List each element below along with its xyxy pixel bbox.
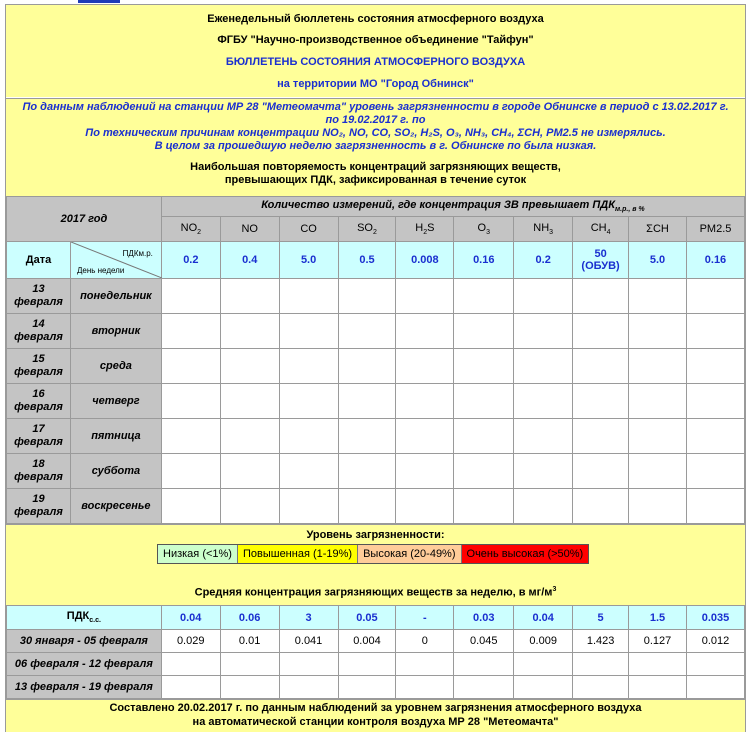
avg-value	[454, 676, 514, 699]
weekday-cell: суббота	[70, 454, 161, 489]
summary-line-6: превышающих ПДК, зафиксированная в течение суток	[224, 174, 527, 186]
pollutant-header	[514, 217, 573, 242]
weekday-cell: среда	[70, 349, 161, 384]
pollutant-header	[573, 217, 629, 242]
pdk-value	[514, 242, 573, 279]
day-row	[7, 489, 745, 524]
date-cell	[7, 489, 71, 524]
pollutant-header	[279, 217, 338, 242]
pdk-value	[629, 242, 687, 279]
pollutant-name: SO	[357, 221, 373, 234]
pdk-value	[338, 242, 396, 279]
date-month: февраля	[14, 331, 63, 343]
day-row	[7, 419, 745, 454]
pdk-value	[454, 242, 514, 279]
exceedance-cell	[279, 489, 338, 524]
exceedance-cell	[338, 454, 396, 489]
date-month: февраля	[14, 436, 63, 448]
exceedance-cell	[514, 384, 573, 419]
pollutant-header	[454, 217, 514, 242]
exceedance-cell	[454, 314, 514, 349]
day-row	[7, 314, 745, 349]
period-cell: 13 февраля - 19 февраля	[7, 676, 162, 699]
avg-value: 0.029	[161, 630, 220, 653]
pollutant-name: CH	[590, 221, 607, 234]
date-month: февраля	[14, 366, 63, 378]
exceedance-cell	[220, 384, 279, 419]
pollutant-sub: 3	[486, 229, 490, 237]
exceedance-cell	[629, 314, 687, 349]
avg-value: 0.009	[514, 630, 573, 653]
pdk-ss-value: 0.06	[220, 606, 279, 630]
exceedance-cell	[454, 384, 514, 419]
pollutant-name: ΣCH	[646, 223, 669, 235]
avg-value	[686, 676, 744, 699]
pollutant-tail: S	[427, 221, 435, 234]
exceedance-cell	[573, 454, 629, 489]
avg-value	[161, 676, 220, 699]
exceedance-cell	[629, 384, 687, 419]
exceedance-cell	[338, 384, 396, 419]
avg-value: 0.041	[279, 630, 338, 653]
exceedance-cell	[338, 279, 396, 314]
exceedance-cell	[514, 314, 573, 349]
exceedance-cell	[161, 419, 220, 454]
pdk-value-text: 0.008	[411, 254, 439, 266]
pollutant-sub: 3	[549, 229, 554, 237]
avg-value	[220, 676, 279, 699]
weekday-cell: воскресенье	[70, 489, 161, 524]
pdk-value	[686, 242, 744, 279]
summary-block	[6, 98, 745, 197]
legend-item: Низкая (<1%)	[158, 545, 238, 563]
exceedance-cell	[161, 454, 220, 489]
avg-value	[396, 676, 454, 699]
exceedance-cell	[454, 279, 514, 314]
pdk-value	[573, 242, 629, 279]
avg-value: 0.01	[220, 630, 279, 653]
avg-value	[514, 653, 573, 676]
pollutant-name: NH	[533, 221, 550, 234]
exceedance-cell	[396, 279, 454, 314]
exceedance-cell	[279, 419, 338, 454]
avg-value	[514, 676, 573, 699]
weekday-cell: пятница	[70, 419, 161, 454]
exceedance-cell	[629, 489, 687, 524]
day-row	[7, 384, 745, 419]
pdk-value-text: 0.2	[535, 254, 551, 266]
pollutant-name: NO	[241, 223, 258, 235]
footer-line-2: на автоматической станции контроля воздуха МР 28 "Метеомачта"	[192, 716, 559, 728]
avg-value	[220, 653, 279, 676]
pdk-ss-label	[7, 606, 162, 630]
avg-value: 0	[396, 630, 454, 653]
pollutant-header	[338, 217, 396, 242]
pdk-value-text: 5.0	[649, 254, 666, 266]
weekly-avg-title-sup: 3	[552, 586, 557, 593]
weekly-average-table	[6, 605, 745, 699]
avg-value	[573, 653, 629, 676]
day-row	[7, 349, 745, 384]
exceedance-cell	[573, 384, 629, 419]
exceedance-cell	[514, 419, 573, 454]
pollutant-name: H	[415, 221, 424, 234]
exceedance-cell	[686, 384, 744, 419]
exceedance-cell	[220, 454, 279, 489]
bulletin-sheet	[5, 4, 746, 732]
exceedance-cell	[220, 349, 279, 384]
date-cell	[7, 349, 71, 384]
pollutant-header	[220, 217, 279, 242]
date-cell	[7, 454, 71, 489]
exceedance-cell	[686, 314, 744, 349]
exceedance-cell	[454, 349, 514, 384]
date-day: 16	[32, 388, 45, 400]
avg-row	[7, 630, 745, 653]
pollutant-header	[686, 217, 744, 242]
avg-value: 0.012	[686, 630, 744, 653]
pdk-ss-value: 1.5	[629, 606, 687, 630]
exceedance-cell	[454, 489, 514, 524]
exceedance-cell	[573, 314, 629, 349]
pollutant-name: CO	[300, 223, 317, 235]
pdk-value	[279, 242, 338, 279]
exceedance-cell	[338, 349, 396, 384]
date-month: февраля	[14, 471, 63, 483]
avg-row	[7, 676, 745, 699]
legend-item: Повышенная (1-19%)	[238, 545, 358, 563]
date-cell	[7, 384, 71, 419]
header-line-3: БЮЛЛЕТЕНЬ СОСТОЯНИЯ АТМОСФЕРНОГО ВОЗДУХА	[225, 56, 526, 68]
avg-row	[7, 653, 745, 676]
exceedance-cell	[396, 384, 454, 419]
footer-block	[6, 699, 745, 732]
legend-item: Высокая (20-49%)	[358, 545, 461, 563]
exceedance-cell	[514, 349, 573, 384]
exceedance-cell	[279, 384, 338, 419]
exceedance-cell	[220, 489, 279, 524]
exceedance-cell	[454, 454, 514, 489]
exceedance-cell	[338, 489, 396, 524]
exceedance-cell	[279, 279, 338, 314]
pdk-ss-value: 5	[573, 606, 629, 630]
summary-line-4: В целом за прошедшую неделю загрязненность в г. Обнинске по была низкая.	[154, 140, 597, 152]
pollutant-name: PM2.5	[699, 223, 732, 235]
pdk-value-text: 0.4	[242, 254, 258, 266]
exceedance-cell	[454, 419, 514, 454]
date-label: Дата	[7, 242, 71, 279]
date-month: февраля	[14, 296, 63, 308]
avg-value	[629, 653, 687, 676]
measure-header-text: Количество измерений, где концентрация ЗВ превышает ПДК	[261, 199, 615, 212]
exceedance-cell	[396, 314, 454, 349]
date-day: 17	[32, 423, 45, 435]
avg-value	[279, 676, 338, 699]
avg-value	[161, 653, 220, 676]
date-day: 13	[32, 283, 45, 295]
date-month: февраля	[14, 401, 63, 413]
avg-value	[686, 653, 744, 676]
pollutant-sub: 4	[606, 229, 611, 237]
exceedance-cell	[686, 454, 744, 489]
pdk-value-text: 5.0	[300, 254, 317, 266]
exceedance-cell	[279, 454, 338, 489]
avg-value	[338, 676, 396, 699]
pollutant-name: NO	[180, 221, 198, 234]
exceedance-cell	[338, 419, 396, 454]
summary-line-2: по 19.02.2017 г. по	[325, 114, 426, 126]
weekday-label: День недели	[76, 266, 125, 275]
weekly-avg-title-text: Средняя концентрация загрязняющих веществ за неделю, в мг/м	[194, 586, 553, 599]
exceedance-cell	[161, 314, 220, 349]
exceedance-cell	[396, 454, 454, 489]
exceedance-cell	[161, 279, 220, 314]
header-line-2: ФГБУ "Научно-производственное объединение "Тайфун"	[217, 34, 534, 46]
avg-value: 0.004	[338, 630, 396, 653]
exceedance-cell	[629, 419, 687, 454]
date-day: 15	[32, 353, 45, 365]
pdk-ss-value: 3	[279, 606, 338, 630]
avg-value: 0.045	[454, 630, 514, 653]
exceedance-cell	[573, 349, 629, 384]
pdk-ss-value: 0.04	[161, 606, 220, 630]
measure-header	[161, 197, 744, 217]
pollutant-header	[161, 217, 220, 242]
day-row	[7, 454, 745, 489]
exceedance-cell	[279, 349, 338, 384]
pdk-ss-value: -	[396, 606, 454, 630]
exceedance-cell	[573, 279, 629, 314]
pdk-value-text: 0.16	[473, 254, 495, 266]
avg-value	[338, 653, 396, 676]
header-line-1: Еженедельный бюллетень состояния атмосферного воздуха	[207, 13, 544, 25]
legend-item: Очень высокая (>50%)	[462, 545, 589, 563]
exceedance-cell	[161, 384, 220, 419]
pollutant-sub: 2	[197, 229, 202, 237]
exceedance-cell	[396, 419, 454, 454]
period-cell: 06 февраля - 12 февраля	[7, 653, 162, 676]
pdk-ss-value: 0.04	[514, 606, 573, 630]
pdk-value-text: 0.16	[704, 254, 727, 266]
pdk-value	[220, 242, 279, 279]
pdk-value-text: 50	[594, 248, 607, 260]
date-day: 14	[32, 318, 45, 330]
footer-line-1: Составлено 20.02.2017 г. по данным наблюдений за уровнем загрязнения атмосферного воздуха	[109, 702, 642, 714]
day-row	[7, 279, 745, 314]
weekday-cell: четверг	[70, 384, 161, 419]
pdk-value	[161, 242, 220, 279]
exceedance-cell	[338, 314, 396, 349]
exceedance-cell	[686, 279, 744, 314]
exceedance-cell	[220, 419, 279, 454]
exceedance-cell	[279, 314, 338, 349]
pdk-mr-label: ПДКм.р.	[122, 249, 153, 258]
exceedance-cell	[161, 489, 220, 524]
exceedance-cell	[686, 349, 744, 384]
pollutant-sub: 2	[423, 229, 428, 237]
avg-value: 0.127	[629, 630, 687, 653]
weekly-avg-title-block	[6, 574, 745, 605]
avg-value	[454, 653, 514, 676]
diagonal-header-cell	[70, 242, 161, 279]
pdk-ss-value: 0.03	[454, 606, 514, 630]
pdk-ss-sub: с.с.	[89, 617, 101, 625]
period-cell: 30 января - 05 февраля	[7, 630, 162, 653]
pollutant-sub: 2	[372, 229, 377, 237]
exceedance-cell	[686, 489, 744, 524]
pdk-value-note: (ОБУВ)	[581, 260, 620, 272]
exceedance-cell	[396, 349, 454, 384]
date-cell	[7, 314, 71, 349]
avg-value: 1.423	[573, 630, 629, 653]
exceedance-cell	[629, 349, 687, 384]
date-day: 19	[32, 493, 45, 505]
pdk-value-text: 0.2	[183, 254, 199, 266]
weekly-avg-title	[6, 586, 745, 599]
avg-value	[279, 653, 338, 676]
weekday-cell: понедельник	[70, 279, 161, 314]
measure-header-sub: м.р., в %	[614, 206, 645, 214]
pdk-ss-text: ПДК	[66, 610, 90, 623]
summary-line-1: По данным наблюдений на станции МР 28 "Метеомачта" уровень загрязненности в городе Обнинске в период с 13.02.2017 г.	[22, 101, 729, 113]
exceedance-cell	[514, 279, 573, 314]
date-cell	[7, 419, 71, 454]
exceedance-cell	[220, 314, 279, 349]
avg-value	[629, 676, 687, 699]
weekday-cell: вторник	[70, 314, 161, 349]
exceedance-table	[6, 196, 745, 524]
date-month: февраля	[14, 506, 63, 518]
bulletin-header	[6, 5, 745, 97]
summary-line-5: Наибольшая повторяемость концентраций загрязняющих веществ,	[190, 161, 561, 173]
avg-value	[573, 676, 629, 699]
exceedance-cell	[573, 489, 629, 524]
pollutant-name: O	[477, 221, 487, 234]
exceedance-cell	[161, 349, 220, 384]
pdk-ss-value: 0.05	[338, 606, 396, 630]
pdk-value-text: 0.5	[359, 254, 375, 266]
exceedance-cell	[514, 454, 573, 489]
year-cell: 2017 год	[7, 197, 162, 242]
pdk-ss-value: 0.035	[686, 606, 744, 630]
date-day: 18	[32, 458, 45, 470]
pollutant-header	[396, 217, 454, 242]
top-accent-bar	[78, 0, 120, 3]
header-line-4: на территории МО "Город Обнинск"	[277, 78, 474, 90]
exceedance-cell	[629, 279, 687, 314]
exceedance-cell	[629, 454, 687, 489]
avg-value	[396, 653, 454, 676]
pollution-level-title: Уровень загрязненности:	[306, 529, 445, 541]
exceedance-cell	[220, 279, 279, 314]
exceedance-cell	[514, 489, 573, 524]
summary-line-3: По техническим причинам концентрации NO₂, NO, CO, SO₂, H₂S, O₃, NH₃, CH₄, ΣCH, PM2.5 не измерялись.	[85, 127, 666, 139]
pollution-legend	[157, 544, 589, 564]
pollutant-header	[629, 217, 687, 242]
exceedance-cell	[686, 419, 744, 454]
date-cell	[7, 279, 71, 314]
exceedance-cell	[396, 489, 454, 524]
pdk-value	[396, 242, 454, 279]
exceedance-cell	[573, 419, 629, 454]
